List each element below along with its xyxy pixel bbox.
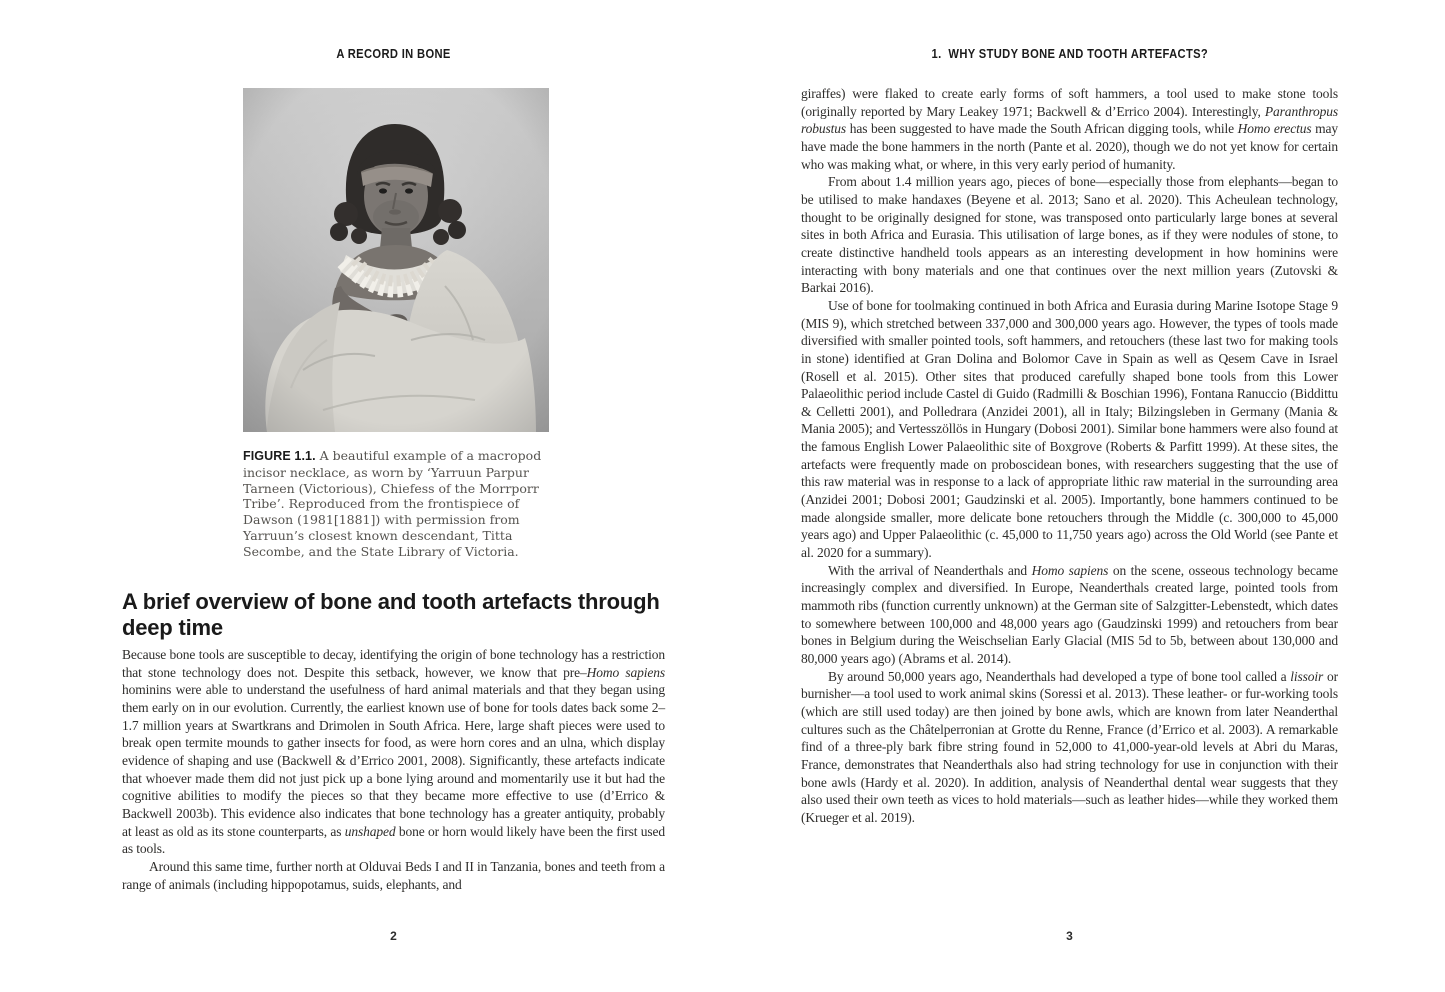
paragraph: Because bone tools are susceptible to decay, identifying the origin of bone technology has a restriction that stone technology does not. Despite this setback, however, we know that pre–Homo sapiens hominins were able to understand the usefulness of hard animal materials and that they began using them early on in our evolution. Currently, the earliest known use of bone for tools dates back some 2–1.7 million years at Swartkrans and Drimolen in South Africa. Here, large shaft pieces were used to break open termite mounds to gather insects for food, as were horn cores and an ulna, which display evidence of shaping and use (Backwell & d’Errico 2001, 2008). Significantly, these artefacts indicate that whoever made them did not just pick up a bone lying around and momentarily use it but had the cognitive abilities to modify the pieces so that they became more effective to use (d’Errico & Backwell 2003b). This evidence also indicates that bone technology has a greater antiquity, probably at least as old as its stone counterparts, as unshaped bone or horn would likely have been the first used as tools. xyxy=(122,647,665,857)
left-running-head xyxy=(122,46,665,61)
paragraph: giraffes) were flaked to create early forms of soft hammers, a tool used to make stone tools (originally reported by Mary Leakey 1971; Backwell & d’Errico 2004). Interestingly, Paranthropus robustus has been suggested to have made the South African digging tools, while Homo erectus may have made the bone hammers in the north (Pante et al. 2020), though we do not yet know for certain who was making what, or where, in this very early period of humanity. xyxy=(801,86,1338,172)
paragraph: Around this same time, further north at Olduvai Beds I and II in Tanzania, bones and teeth from a range of animals (including hippopotamus, suids, elephants, and xyxy=(122,858,665,892)
paragraph: With the arrival of Neanderthals and Homo sapiens on the scene, osseous technology became increasingly complex and diversified. In Europe, Neanderthals created large, pointed tools from mammoth ribs (function currently unknown) at the German site of Salzgitter-Lebenstedt, which dates to somewhere between 100,000 and 48,000 years ago (Gaudzinski 1999) and retouchers from bear bones in Belgium during the Weischselian Early Glacial (MIS 5d to 5b, between about 130,000 and 80,000 years ago) (Abrams et al. 2014). xyxy=(801,562,1338,666)
left-page-body xyxy=(122,646,665,893)
figure-caption-label: FIGURE 1.1. xyxy=(243,449,316,463)
figure-caption xyxy=(243,448,557,560)
right-running-head-text: 1. WHY STUDY BONE AND TOOTH ARTEFACTS? xyxy=(931,46,1208,61)
paragraph: Use of bone for toolmaking continued in both Africa and Eurasia during Marine Isotope Stage 9 (MIS 9), which stretched between 337,000 and 300,000 years ago. However, the types of tools made diversified with smaller pointed tools, soft hammers, and retouchers (these last two for making tools in stone) identified at Gran Dolina and Bolomor Cave in Spain as well as Qesem Cave in Israel (Rosell et al. 2015). Other sites that produced carefully shaped bone tools from this Lower Palaeolithic period include Castel di Guido (Radmilli & Boschian 1996), Fontana Ranuccio (Biddittu & Celletti 2001), and Polledrara (Anzidei 2001), all in Italy; Bilzingsleben in Germany (Mania & Mania 2005); and Vertesszöllös in Hungary (Dobosi 2001). Similar bone hammers were also found at the famous English Lower Palaeolithic site of Boxgrove (Roberts & Parfitt 1999). At these sites, the artefacts were frequently made on proboscidean bones, with researchers suggesting that the use of this raw material was in response to a lack of appropriate lithic raw material in the surrounding area (Anzidei 2001; Dobosi 2001; Gaudzinski et al. 2005). Importantly, bone hammers continued to be made alongside smaller, more delicate bone retouchers through the Middle (c. 300,000 to 45,000 years ago) and Upper Palaeolithic (c. 45,000 to 11,750 years ago) across the Old World (see Pante et al. 2020 for a summary). xyxy=(801,297,1338,561)
section-heading: A brief overview of bone and tooth artefacts through deep time xyxy=(122,589,660,640)
paragraph: By around 50,000 years ago, Neanderthals had developed a type of bone tool called a lissoir or burnisher—a tool used to work animal skins (Soressi et al. 2013). These leather- or fur-working tools (which are still used today) are then joined by bone awls, which are known from later Neanderthal cultures such as the Châtelperronian at Grotte du Renne, France (d’Errico et al. 2003). A remarkable find of a three-ply bark fibre string found in 52,000 to 41,000-year-old levels at Abri du Maras, France, demonstrates that Neanderthals also had string technology for use in conjunction with their bone awls (Hardy et al. 2020). In addition, analysis of Neanderthal dental wear suggests that they also used their own teeth as vices to hold materials—such as leather hides—while they worked them (Krueger et al. 2019). xyxy=(801,668,1338,825)
paragraph: From about 1.4 million years ago, pieces of bone—especially those from elephants—began to be utilised to make handaxes (Beyene et al. 2013; Sano et al. 2020). This Acheulean technology, thought to be originally designed for stone, was transposed onto particularly large bones at several sites in both Africa and Eurasia. This utilisation of large bones, as if they were nodules of stone, to create distinctive handheld tools appears as an interesting development in how hominins were interacting with bony materials and one that continues over the next million years (Zutovski & Barkai 2016). xyxy=(801,174,1338,296)
left-running-head-text: A RECORD IN BONE xyxy=(336,46,451,61)
figure-caption-text: A beautiful example of a macropod incisor necklace, as worn by ‘Yarruun Parpur Tarneen (Victorious), Chiefess of the Morrporr Tribe’. Reproduced from the frontispiece of Dawson (1981[1881]) with permission from Yarruun’s closest known descendant, Titta Secombe, and the State Library of Victoria. xyxy=(243,448,542,559)
left-page-number: 2 xyxy=(390,929,397,943)
portrait-photo-illustration xyxy=(243,88,549,432)
figure-1-1-photo xyxy=(243,88,549,432)
right-page-body xyxy=(801,85,1338,827)
right-running-head xyxy=(801,46,1338,61)
right-page-number: 3 xyxy=(1066,929,1073,943)
